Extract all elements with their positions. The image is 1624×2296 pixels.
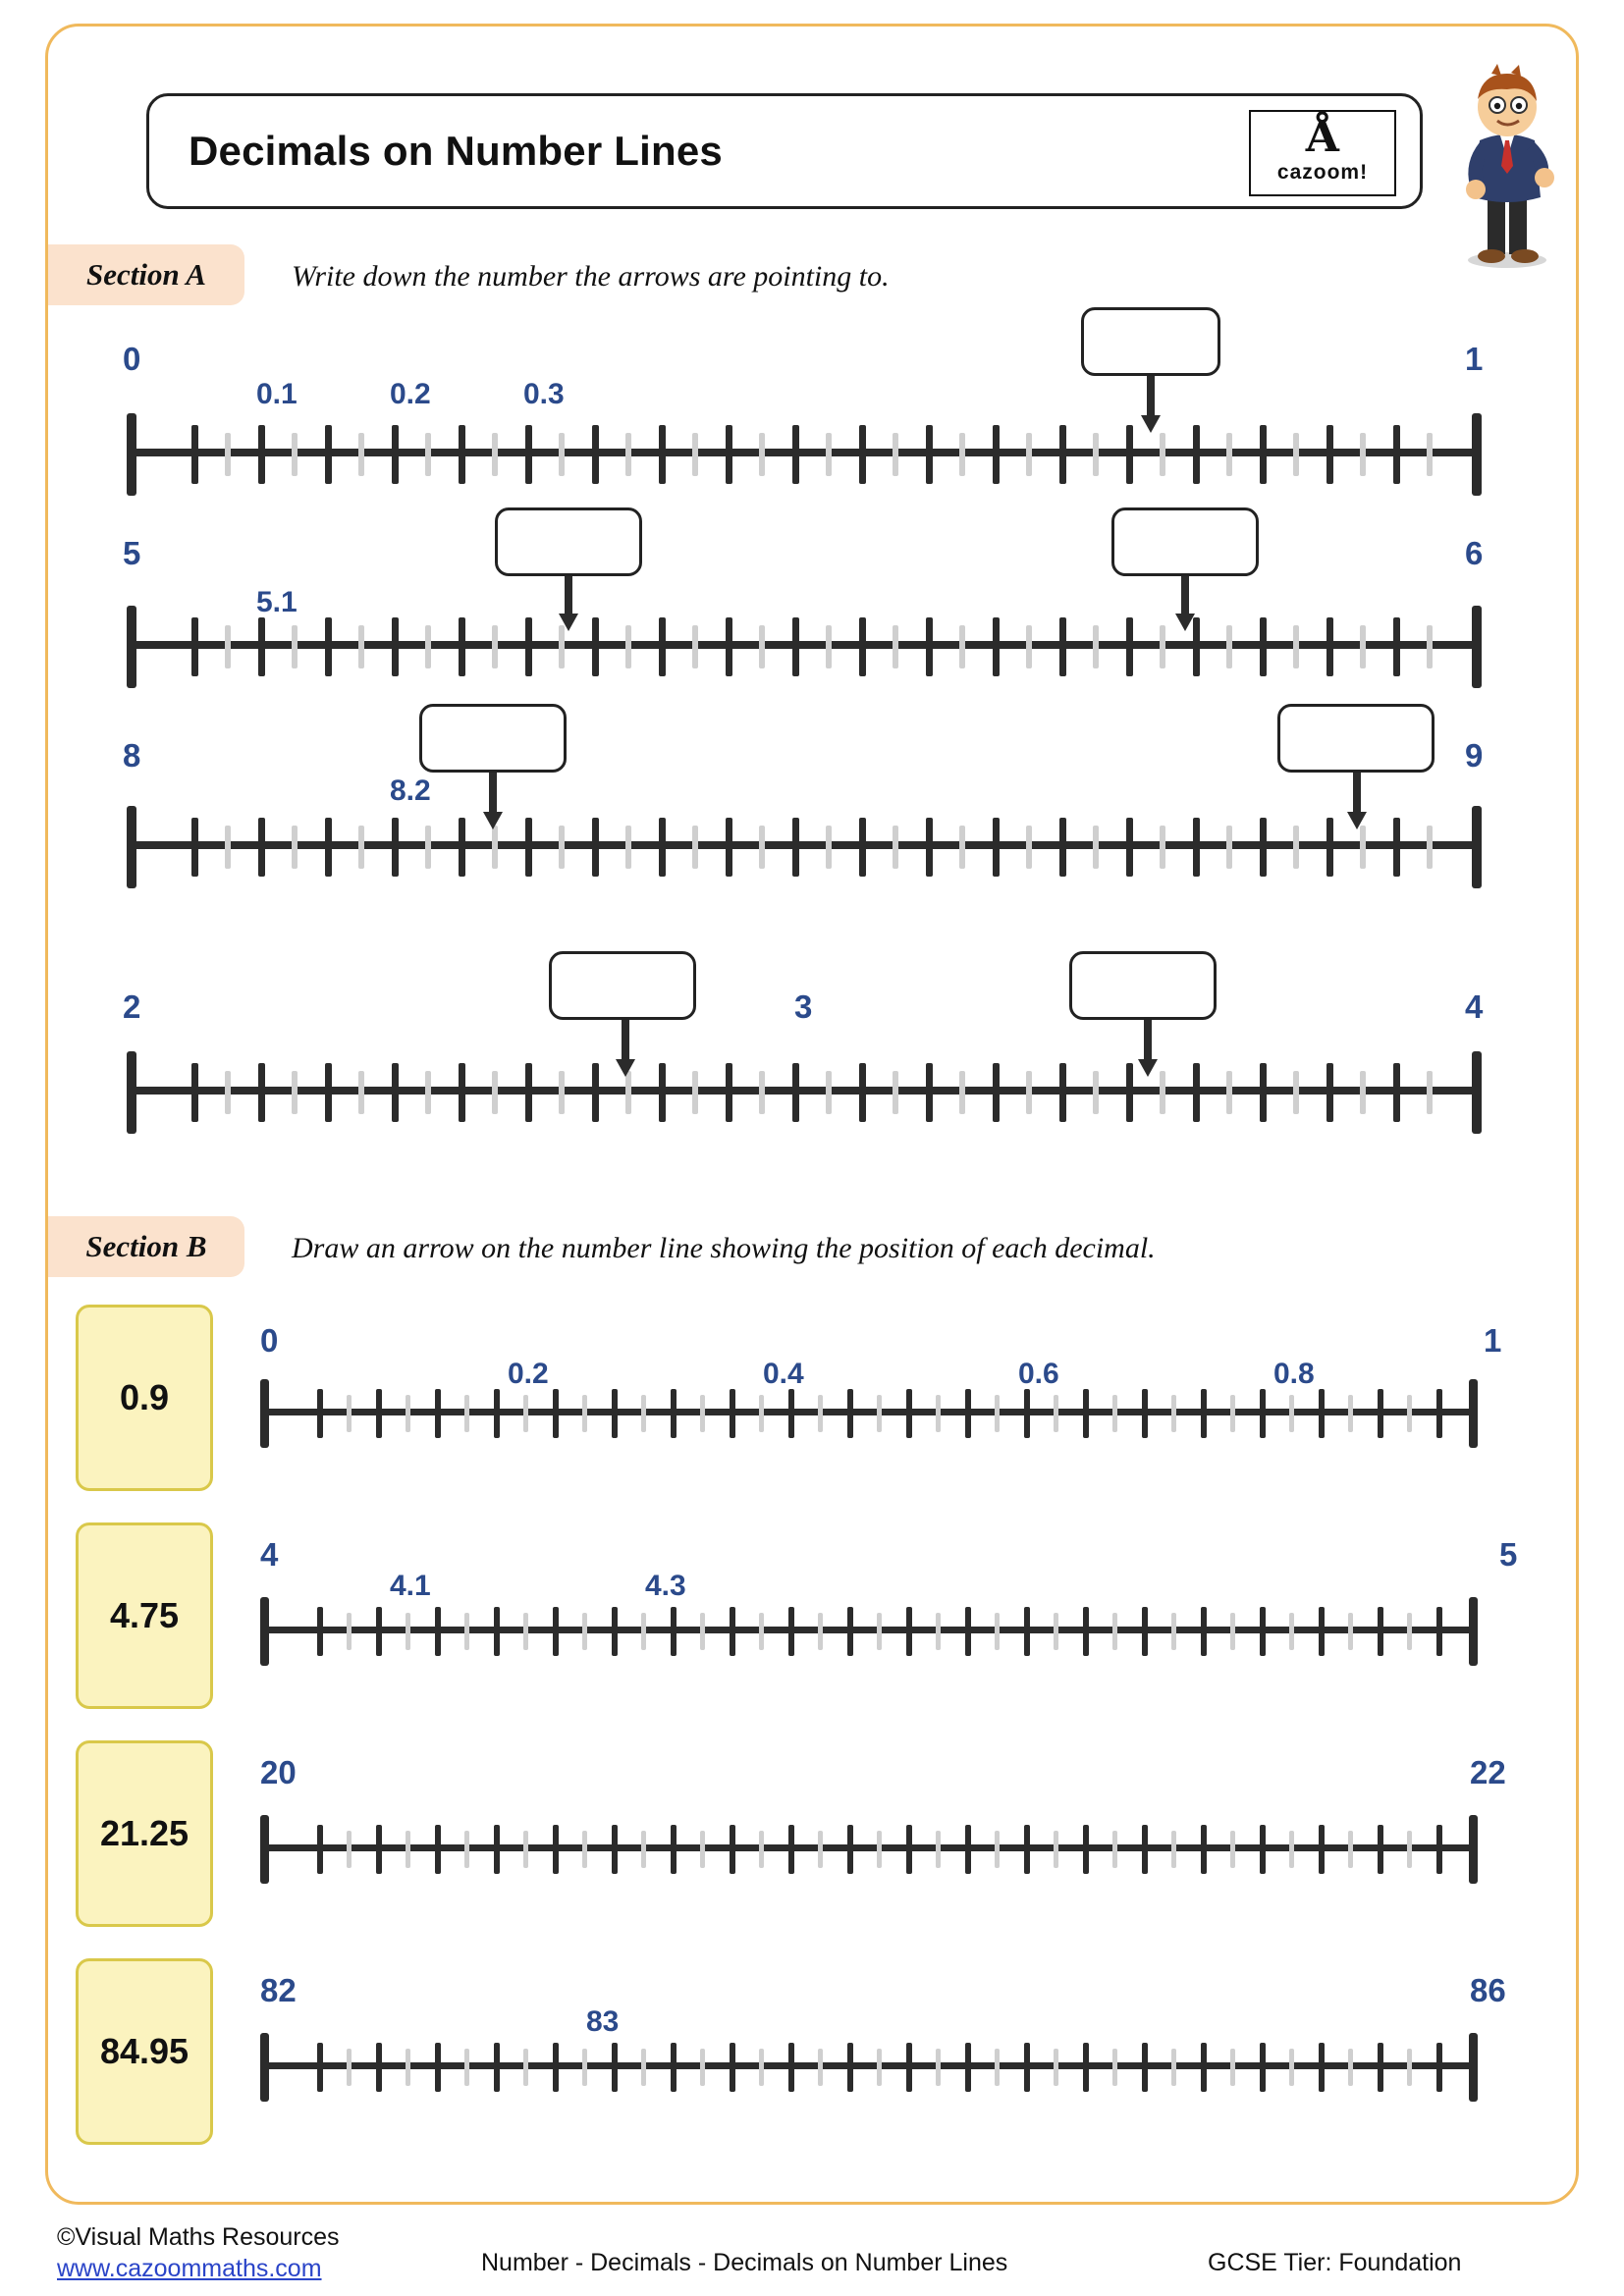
number-line-a2 [127,641,1482,651]
answer-box-a1-1[interactable] [1081,307,1220,376]
line-a1-label-0: 0.1 [256,378,298,410]
mascot-illustration [1444,64,1570,270]
answer-box-a2-1[interactable] [495,507,642,576]
line-a4-start-label: 2 [123,988,141,1025]
title-box [146,93,1423,209]
arrow-a2-2 [1175,576,1195,631]
line-a2-end-label: 6 [1465,535,1484,571]
line-a2-label-0: 5.1 [256,586,298,618]
answer-box-a4-2[interactable] [1069,951,1217,1020]
line-b1-label-3: 0.8 [1273,1358,1315,1390]
line-b4-label-0: 83 [586,2005,620,2038]
logo-glyph-icon: Å [1305,112,1340,162]
answer-box-a3-1[interactable] [419,704,567,773]
arrow-a4-2 [1138,1020,1158,1077]
number-line-a1 [127,449,1482,458]
line-b2-start-label: 4 [260,1536,279,1573]
line-b1-end-label: 1 [1484,1322,1502,1359]
arrow-a1-1 [1141,376,1161,433]
line-b2-label-0: 4.1 [390,1570,431,1602]
line-a2-start-label: 5 [123,535,141,571]
number-line-b1 [260,1409,1478,1416]
line-a1-label-1: 0.2 [390,378,431,410]
value-box-b3: 21.25 [76,1740,213,1927]
number-line-b4 [260,2062,1478,2070]
line-a1-start-label: 0 [123,341,141,377]
line-b2-end-label: 5 [1499,1536,1518,1573]
section-b-label: Section B [48,1216,244,1277]
cazoom-logo [1249,110,1396,196]
line-a1-end-label: 1 [1465,341,1484,377]
line-b1-label-1: 0.4 [763,1358,804,1390]
worksheet-sheet [45,24,1579,2205]
footer-tier: GCSE Tier: Foundation [1208,2249,1462,2276]
footer-topic: Number - Decimals - Decimals on Number Lines [481,2249,1008,2276]
footer-copyright: ©Visual Maths Resources [57,2223,340,2251]
answer-box-a3-2[interactable] [1277,704,1435,773]
value-box-b4: 84.95 [76,1958,213,2145]
line-b2-label-1: 4.3 [645,1570,686,1602]
line-a1-label-2: 0.3 [523,378,565,410]
footer-website-link[interactable]: www.cazoommaths.com [57,2255,322,2282]
arrow-a2-1 [559,576,578,631]
number-line-b3 [260,1844,1478,1852]
line-a3-label-0: 8.2 [390,774,431,807]
number-line-a3 [127,841,1482,851]
number-line-b2 [260,1627,1478,1634]
line-b3-end-label: 22 [1470,1754,1506,1790]
line-b1-label-0: 0.2 [508,1358,549,1390]
line-b1-start-label: 0 [260,1322,279,1359]
line-a3-end-label: 9 [1465,737,1484,774]
page-title: Decimals on Number Lines [189,128,723,174]
value-box-b1: 0.9 [76,1305,213,1491]
line-a3-start-label: 8 [123,737,141,774]
section-a-instruction: Write down the number the arrows are pointing to. [292,260,890,293]
footer [0,2223,1624,2292]
answer-box-a4-1[interactable] [549,951,696,1020]
answer-box-a2-2[interactable] [1111,507,1259,576]
line-a4-label-0: 3 [794,988,813,1025]
value-box-b2: 4.75 [76,1522,213,1709]
arrow-a4-1 [616,1020,635,1077]
line-b4-end-label: 86 [1470,1972,1506,2008]
line-b4-start-label: 82 [260,1972,297,2008]
logo-wordmark: cazoom! [1276,161,1369,184]
line-b1-label-2: 0.6 [1018,1358,1059,1390]
line-b3-start-label: 20 [260,1754,297,1790]
line-a4-end-label: 4 [1465,988,1484,1025]
number-line-a4 [127,1087,1482,1096]
section-b-instruction: Draw an arrow on the number line showing the position of each decimal. [292,1232,1156,1264]
section-a-label: Section A [48,244,244,305]
arrow-a3-2 [1347,773,1367,829]
arrow-a3-1 [483,773,503,829]
